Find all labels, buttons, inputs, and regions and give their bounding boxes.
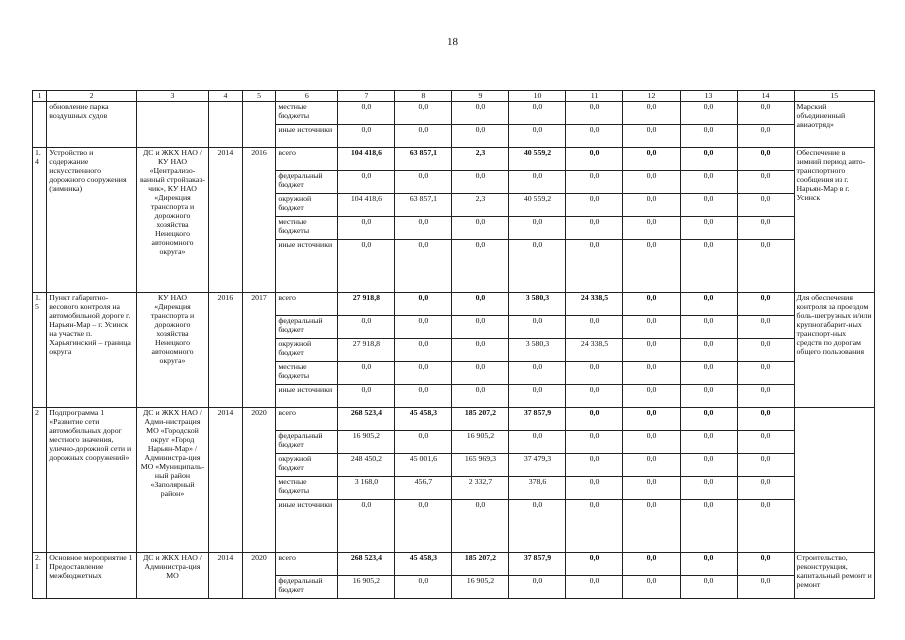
cell-value: 0,0 [623, 339, 680, 362]
cell-value: 0,0 [737, 339, 794, 362]
cell-value: 0,0 [623, 431, 680, 454]
cell-value: 40 559,2 [509, 194, 566, 217]
cell-value: 0,0 [566, 217, 623, 240]
cell-value: 0,0 [623, 316, 680, 339]
cell-value: 0,0 [566, 431, 623, 454]
cell-value: 0,0 [566, 362, 623, 385]
cell-value: 0,0 [737, 385, 794, 408]
cell-end: 2017 [242, 293, 276, 408]
cell-result: Строительство, реконструкция, капитальный ремонт и ремонт [794, 553, 874, 599]
cell-name: Подпрограмма 1 «Развитие сети автомобильных дорог местного значения, улично-дорожной сети и дорожных сооружений» [47, 408, 137, 553]
cell-executor: ДС и ЖКХ НАО / Администра-ция МО [136, 553, 208, 599]
cell-value: 37 857,9 [509, 553, 566, 576]
cell-value: 0,0 [395, 293, 452, 316]
cell-value: 40 559,2 [509, 148, 566, 171]
cell-value: 24 338,5 [566, 339, 623, 362]
cell-result: Для обеспечения контроля за проездом боль-шегрузных и/или крупногабарит-ных транспорт-ных средств по дорогам общего пользования [794, 293, 874, 408]
cell-value: 0,0 [737, 553, 794, 576]
column-number: 8 [395, 91, 452, 102]
cell-value: 0,0 [338, 500, 395, 553]
column-number: 9 [452, 91, 509, 102]
cell-value: 0,0 [509, 102, 566, 125]
cell-source: иные источники [276, 125, 338, 148]
cell-value: 0,0 [737, 362, 794, 385]
cell-value: 104 418,6 [338, 148, 395, 171]
budget-table [32, 90, 875, 599]
cell-value: 0,0 [623, 171, 680, 194]
cell-value: 0,0 [395, 217, 452, 240]
cell-no [33, 102, 47, 148]
cell-value: 2 332,7 [452, 477, 509, 500]
cell-value: 0,0 [737, 431, 794, 454]
cell-value: 0,0 [395, 385, 452, 408]
cell-value: 0,0 [566, 408, 623, 431]
cell-value: 0,0 [680, 454, 737, 477]
cell-value: 2,3 [452, 148, 509, 171]
cell-value: 0,0 [509, 240, 566, 293]
cell-name: Пункт габаритно-весового контроля на автомобильной дороге г. Нарьян-Мар – г. Усинск на участке п. Харьягинский – граница округа [47, 293, 137, 408]
column-number: 2 [47, 91, 137, 102]
cell-value: 0,0 [680, 293, 737, 316]
column-number: 15 [794, 91, 874, 102]
cell-value: 0,0 [509, 576, 566, 599]
cell-value: 0,0 [338, 240, 395, 293]
cell-value: 0,0 [395, 500, 452, 553]
column-number: 10 [509, 91, 566, 102]
cell-value: 0,0 [737, 316, 794, 339]
cell-value: 0,0 [680, 477, 737, 500]
cell-value: 0,0 [737, 500, 794, 553]
column-number: 11 [566, 91, 623, 102]
cell-value: 0,0 [509, 362, 566, 385]
cell-value: 0,0 [737, 293, 794, 316]
cell-value: 0,0 [680, 217, 737, 240]
table-row [33, 293, 875, 316]
cell-value: 0,0 [623, 500, 680, 553]
cell-name: Основное мероприятие 1 Предоставление межбюджетных [47, 553, 137, 599]
cell-value: 0,0 [623, 194, 680, 217]
cell-value: 0,0 [680, 408, 737, 431]
cell-value: 0,0 [680, 316, 737, 339]
cell-value: 0,0 [452, 102, 509, 125]
cell-value: 27 918,8 [338, 339, 395, 362]
cell-result: Обеспечение в зимний период авто-транспортного сообщения из г. Нарьян-Мар в г. Усинск [794, 148, 874, 293]
cell-value: 0,0 [338, 102, 395, 125]
cell-value: 0,0 [680, 500, 737, 553]
cell-value: 0,0 [509, 316, 566, 339]
cell-value: 0,0 [452, 240, 509, 293]
cell-value: 0,0 [395, 102, 452, 125]
cell-value: 0,0 [338, 362, 395, 385]
cell-value: 0,0 [566, 385, 623, 408]
cell-value: 0,0 [509, 431, 566, 454]
table-row [33, 408, 875, 431]
cell-no: 1.5 [33, 293, 47, 408]
cell-executor: КУ НАО «Дирекция транспорта и дорожного хозяйства Ненецкого автономного округа» [136, 293, 208, 408]
table-row [33, 553, 875, 576]
cell-value: 0,0 [566, 500, 623, 553]
cell-value: 0,0 [680, 553, 737, 576]
cell-no: 2.1 [33, 553, 47, 599]
cell-start: 2014 [209, 553, 243, 599]
cell-value: 0,0 [566, 171, 623, 194]
cell-value: 0,0 [452, 217, 509, 240]
cell-source: федеральный бюджет [276, 431, 338, 454]
cell-value: 0,0 [680, 362, 737, 385]
column-number: 7 [338, 91, 395, 102]
cell-value: 0,0 [395, 339, 452, 362]
cell-value: 16 905,2 [338, 431, 395, 454]
cell-value: 0,0 [452, 339, 509, 362]
cell-value: 0,0 [452, 293, 509, 316]
cell-value: 0,0 [680, 125, 737, 148]
cell-value: 0,0 [737, 171, 794, 194]
cell-source: всего [276, 553, 338, 576]
cell-value: 16 905,2 [338, 576, 395, 599]
cell-source: всего [276, 293, 338, 316]
cell-value: 0,0 [737, 408, 794, 431]
table-row [33, 148, 875, 171]
cell-value: 2,3 [452, 194, 509, 217]
cell-source: федеральный бюджет [276, 316, 338, 339]
cell-value: 0,0 [566, 194, 623, 217]
cell-value: 185 207,2 [452, 553, 509, 576]
cell-source: местные бюджеты [276, 217, 338, 240]
cell-value: 0,0 [737, 477, 794, 500]
cell-source: местные бюджеты [276, 477, 338, 500]
cell-value: 0,0 [623, 148, 680, 171]
cell-executor [136, 102, 208, 148]
cell-source: федеральный бюджет [276, 171, 338, 194]
cell-value: 0,0 [623, 125, 680, 148]
cell-value: 0,0 [680, 148, 737, 171]
cell-value: 165 969,3 [452, 454, 509, 477]
cell-value: 0,0 [395, 431, 452, 454]
cell-value: 45 001,6 [395, 454, 452, 477]
cell-end: 2016 [242, 148, 276, 293]
cell-value: 0,0 [623, 408, 680, 431]
column-number: 14 [737, 91, 794, 102]
cell-value: 0,0 [623, 477, 680, 500]
cell-value: 0,0 [623, 454, 680, 477]
cell-value: 0,0 [338, 171, 395, 194]
cell-value: 0,0 [680, 431, 737, 454]
cell-value: 0,0 [623, 240, 680, 293]
cell-source: местные бюджеты [276, 102, 338, 125]
cell-value: 0,0 [566, 240, 623, 293]
cell-source: иные источники [276, 385, 338, 408]
cell-value: 0,0 [680, 171, 737, 194]
cell-source: местные бюджеты [276, 362, 338, 385]
cell-value: 0,0 [395, 240, 452, 293]
cell-value: 0,0 [338, 217, 395, 240]
cell-value: 0,0 [395, 362, 452, 385]
cell-value: 0,0 [623, 553, 680, 576]
cell-value: 0,0 [395, 576, 452, 599]
cell-value: 0,0 [509, 217, 566, 240]
cell-result: Марский объединенный авиаотряд» [794, 102, 874, 148]
cell-value: 0,0 [680, 194, 737, 217]
cell-value: 45 458,3 [395, 553, 452, 576]
cell-value: 104 418,6 [338, 194, 395, 217]
cell-value: 0,0 [680, 102, 737, 125]
cell-value: 0,0 [566, 316, 623, 339]
cell-source: окружной бюджет [276, 339, 338, 362]
cell-no: 2 [33, 408, 47, 553]
cell-value: 0,0 [680, 385, 737, 408]
cell-value: 0,0 [737, 454, 794, 477]
cell-value: 185 207,2 [452, 408, 509, 431]
cell-value: 0,0 [623, 293, 680, 316]
cell-value: 0,0 [737, 125, 794, 148]
cell-value: 0,0 [680, 240, 737, 293]
cell-value: 0,0 [737, 194, 794, 217]
column-number: 1 [33, 91, 47, 102]
cell-value: 0,0 [338, 385, 395, 408]
cell-value: 0,0 [566, 454, 623, 477]
cell-value: 0,0 [623, 576, 680, 599]
cell-value: 0,0 [566, 125, 623, 148]
cell-value: 248 450,2 [338, 454, 395, 477]
cell-source: всего [276, 408, 338, 431]
cell-value: 63 857,1 [395, 148, 452, 171]
cell-value: 0,0 [623, 102, 680, 125]
cell-no: 1.4 [33, 148, 47, 293]
column-number: 3 [136, 91, 208, 102]
cell-value: 45 458,3 [395, 408, 452, 431]
cell-value: 63 857,1 [395, 194, 452, 217]
cell-value: 0,0 [623, 217, 680, 240]
cell-value: 0,0 [452, 500, 509, 553]
column-number: 5 [242, 91, 276, 102]
cell-value: 0,0 [737, 102, 794, 125]
cell-value: 0,0 [452, 362, 509, 385]
cell-source: окружной бюджет [276, 194, 338, 217]
cell-start: 2014 [209, 408, 243, 553]
page-number: 18 [447, 36, 458, 48]
cell-name: обновление парка воздушных судов [47, 102, 137, 148]
cell-value: 0,0 [566, 576, 623, 599]
cell-source: окружной бюджет [276, 454, 338, 477]
cell-value: 0,0 [395, 125, 452, 148]
cell-value: 0,0 [395, 171, 452, 194]
cell-executor: ДС и ЖКХ НАО / КУ НАО «Централизо-ванный стройзаказ-чик», КУ НАО «Дирекция транспорта и дорожного хозяйства Ненецкого автономного округа» [136, 148, 208, 293]
cell-end [242, 102, 276, 148]
cell-value: 0,0 [509, 125, 566, 148]
cell-value: 37 479,3 [509, 454, 566, 477]
cell-value: 0,0 [737, 240, 794, 293]
cell-value: 0,0 [623, 385, 680, 408]
column-number: 6 [276, 91, 338, 102]
column-number: 13 [680, 91, 737, 102]
cell-value: 268 523,4 [338, 408, 395, 431]
cell-source: всего [276, 148, 338, 171]
cell-value: 3 580,3 [509, 339, 566, 362]
cell-source: федеральный бюджет [276, 576, 338, 599]
cell-value: 0,0 [566, 553, 623, 576]
cell-value: 0,0 [509, 171, 566, 194]
cell-executor: ДС и ЖКХ НАО / Адми-нистрация МО «Городской округ «Город Нарьян-Мар» / Администра-ция МО «Муниципаль-ный район «Заполярный район» [136, 408, 208, 553]
cell-value: 378,6 [509, 477, 566, 500]
cell-value: 0,0 [737, 576, 794, 599]
cell-value: 0,0 [566, 148, 623, 171]
cell-value: 0,0 [737, 217, 794, 240]
cell-value: 0,0 [737, 148, 794, 171]
cell-value: 0,0 [338, 125, 395, 148]
table-body [33, 91, 875, 599]
column-number: 12 [623, 91, 680, 102]
cell-value: 37 857,9 [509, 408, 566, 431]
cell-value: 0,0 [452, 171, 509, 194]
cell-value: 16 905,2 [452, 576, 509, 599]
cell-value: 0,0 [509, 500, 566, 553]
cell-value: 0,0 [566, 102, 623, 125]
cell-value: 456,7 [395, 477, 452, 500]
table-row [33, 102, 875, 125]
cell-start [209, 102, 243, 148]
cell-value: 0,0 [338, 316, 395, 339]
cell-source: иные источники [276, 500, 338, 553]
cell-source: иные источники [276, 240, 338, 293]
cell-value: 3 580,3 [509, 293, 566, 316]
cell-value: 0,0 [680, 339, 737, 362]
cell-value: 27 918,8 [338, 293, 395, 316]
column-number-row [33, 91, 875, 102]
cell-value: 24 338,5 [566, 293, 623, 316]
cell-value: 268 523,4 [338, 553, 395, 576]
cell-value: 0,0 [509, 385, 566, 408]
cell-name: Устройство и содержание искусственного дорожного сооружения (зимника) [47, 148, 137, 293]
cell-value: 0,0 [452, 125, 509, 148]
cell-value: 16 905,2 [452, 431, 509, 454]
cell-value: 0,0 [452, 316, 509, 339]
cell-start: 2014 [209, 148, 243, 293]
column-number: 4 [209, 91, 243, 102]
cell-value: 0,0 [452, 385, 509, 408]
cell-end: 2020 [242, 553, 276, 599]
cell-value: 0,0 [566, 477, 623, 500]
cell-value: 0,0 [680, 576, 737, 599]
cell-value: 3 168,0 [338, 477, 395, 500]
cell-value: 0,0 [623, 362, 680, 385]
cell-result [794, 408, 874, 553]
cell-value: 0,0 [395, 316, 452, 339]
cell-end: 2020 [242, 408, 276, 553]
cell-start: 2016 [209, 293, 243, 408]
